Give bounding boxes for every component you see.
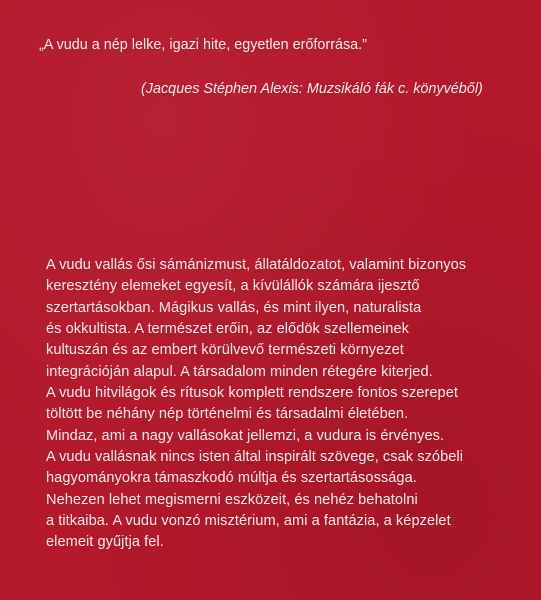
blurb-text bbox=[46, 255, 526, 554]
blurb-line: elemeit gyűjtja fel. bbox=[46, 534, 164, 551]
blurb-line: Nehezen lehet megismerni eszközeit, és nehéz behatolni bbox=[46, 491, 418, 508]
blurb-line: keresztény elemeket egyesít, a kívülállók számára ijesztő bbox=[46, 278, 420, 295]
blurb-line: szertartásokban. Mágikus vallás, és mint ilyen, naturalista bbox=[46, 299, 422, 316]
epigraph-attribution: (Jacques Stéphen Alexis: Muzsikáló fák c. könyvéből) bbox=[141, 81, 483, 97]
blurb-line: Mindaz, ami a nagy vallásokat jellemzi, a vudura is érvényes. bbox=[46, 427, 445, 444]
blurb-line: A vudu vallásnak nincs isten által inspirált szövege, csak szóbeli bbox=[46, 449, 464, 466]
blurb-line: integrációján alapul. A társadalom minden rétegére kiterjed. bbox=[46, 363, 433, 380]
blurb-line: és okkultista. A természet erőin, az elődök szellemeinek bbox=[46, 321, 409, 338]
blurb-line: hagyományokra támaszkodó múltja és szertartásossága. bbox=[46, 470, 417, 487]
blurb-line: kultuszán és az embert körülvevő természeti környezet bbox=[46, 342, 404, 359]
epigraph-quote: „A vudu a nép lelke, igazi hite, egyetlen erőforrása.” bbox=[39, 37, 367, 53]
blurb-line: a titkaiba. A vudu vonzó misztérium, ami a fantázia, a képzelet bbox=[46, 513, 451, 530]
blurb-line: A vudu hitvilágok és rítusok komplett rendszere fontos szerepet bbox=[46, 385, 458, 402]
blurb-line: töltött be néhány nép történelmi és társadalmi életében. bbox=[46, 406, 409, 423]
blurb-line: A vudu vallás ősi sámánizmust, állatáldozatot, valamint bizonyos bbox=[46, 257, 467, 273]
